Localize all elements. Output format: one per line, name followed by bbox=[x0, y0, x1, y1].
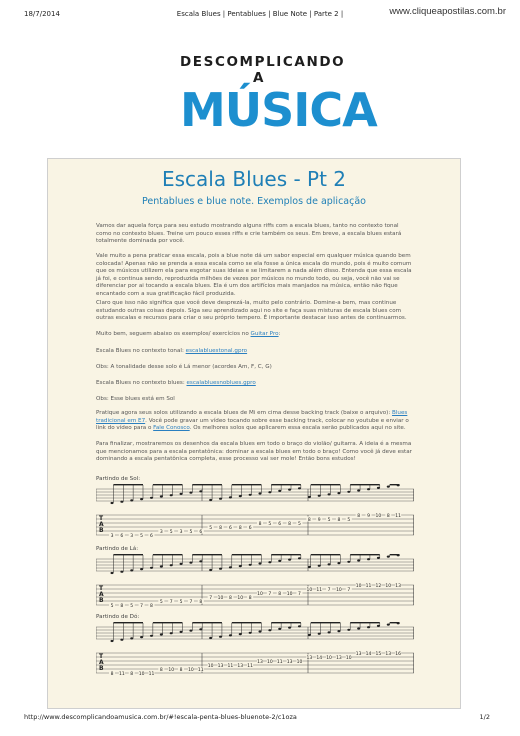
note-beam bbox=[232, 622, 262, 623]
paragraph-final: Para finalizar, mostraremos os desenhos da escala blues em todo o braço do violão/ guitarra. A ideia é a mesma que mencionamos para a escala pentatônica: dominar a escala blues em todo o braço! Como você já deve estar dominando a escala pentatônica completa, esse processo vai ser mole! Então bons estudos! bbox=[96, 441, 412, 463]
fret-number: 11 bbox=[365, 584, 372, 589]
note-head bbox=[140, 498, 143, 500]
fret-number: 11 bbox=[316, 588, 323, 593]
blues-text: Escala Blues no contexto blues: bbox=[96, 380, 187, 386]
note-head bbox=[387, 624, 390, 626]
fret-number: 8 bbox=[120, 604, 124, 609]
note-beam bbox=[192, 622, 222, 623]
fret-number: 13 bbox=[336, 656, 342, 661]
fret-number: 13 bbox=[257, 660, 263, 665]
tab-label-do: Partindo de Dó: bbox=[96, 614, 140, 620]
paragraph-intro: Vamos dar aquela força para seu estudo mostrando alguns riffs com a escala blues, tanto no contexto tonal como no contexto blues. Treine um pouco esses riffs e crie também os seus. Em breve, a escala blues estará totalmente dominada por você. bbox=[96, 223, 402, 245]
print-page-number: 1/2 bbox=[479, 713, 490, 721]
tab-clef-letter: T bbox=[99, 585, 104, 592]
note-beam bbox=[153, 554, 183, 555]
fret-number: 8 bbox=[179, 668, 183, 673]
fret-number: 8 bbox=[258, 522, 262, 527]
logo-main-text: MÚSICA bbox=[180, 83, 377, 137]
fret-number: 10 bbox=[286, 592, 293, 597]
fret-number: 3 bbox=[179, 530, 183, 535]
note-head bbox=[337, 562, 340, 564]
note-beam bbox=[271, 554, 301, 555]
note-head bbox=[387, 556, 390, 558]
fret-number: 11 bbox=[395, 514, 402, 519]
examples-text: Muito bem, seguem abaixo os exemplos/ exercícios no bbox=[96, 331, 251, 337]
paragraph-tonal bbox=[96, 348, 414, 356]
fret-number: 14 bbox=[365, 652, 372, 657]
note-head bbox=[249, 564, 252, 566]
note-beam bbox=[271, 484, 301, 485]
fret-number: 5 bbox=[298, 522, 301, 527]
note-head bbox=[268, 561, 271, 563]
fret-number: 7 bbox=[140, 604, 144, 609]
fret-number: 6 bbox=[228, 526, 232, 531]
fret-number: 10 bbox=[257, 592, 263, 597]
fret-number: 9 bbox=[367, 514, 370, 519]
tab-label-la: Partindo de Lá: bbox=[96, 546, 139, 552]
note-beam bbox=[350, 554, 380, 555]
fret-number: 3 bbox=[130, 534, 134, 539]
tablature-la bbox=[96, 553, 414, 617]
paragraph-tonal-note: Obs: A tonalidade desse solo é Lá menor (acordes Am, F, C, G) bbox=[96, 364, 272, 370]
fret-number: 10 bbox=[345, 656, 352, 661]
note-head bbox=[259, 562, 262, 564]
note-head bbox=[170, 494, 173, 496]
note-head bbox=[377, 487, 380, 489]
fret-number: 7 bbox=[298, 592, 301, 597]
note-beam bbox=[350, 484, 380, 485]
note-head bbox=[377, 557, 380, 559]
fret-number: 5 bbox=[179, 600, 183, 605]
fret-number: 7 bbox=[327, 588, 331, 593]
fret-number: 13 bbox=[286, 660, 293, 665]
note-beam bbox=[390, 484, 400, 485]
backing-text-mid: . Você pode gravar um vídeo tocando sobre esse backing track, colocar no youtube e enviar o link do vídeo para o bbox=[96, 417, 409, 432]
fret-number: 5 bbox=[347, 518, 351, 523]
fret-number: 6 bbox=[199, 530, 203, 535]
note-head bbox=[130, 569, 133, 571]
note-head bbox=[367, 488, 370, 490]
fret-number: 8 bbox=[357, 514, 361, 519]
note-head bbox=[219, 498, 222, 500]
note-head bbox=[189, 630, 192, 632]
fret-number: 8 bbox=[199, 600, 203, 605]
note-head bbox=[318, 495, 321, 497]
note-beam bbox=[390, 554, 400, 555]
note-head bbox=[160, 495, 163, 497]
logo-top-text: DESCOMPLICANDO A bbox=[180, 54, 346, 86]
note-head bbox=[308, 496, 311, 498]
note-head bbox=[180, 563, 183, 565]
note-head bbox=[180, 631, 183, 633]
note-head bbox=[130, 637, 133, 639]
tab-clef-letter: B bbox=[99, 665, 104, 672]
fret-number: 6 bbox=[248, 526, 252, 531]
fret-number: 5 bbox=[268, 522, 272, 527]
article-frame bbox=[47, 158, 461, 709]
note-head bbox=[298, 557, 301, 559]
fret-number: 5 bbox=[110, 604, 114, 609]
fret-number: 7 bbox=[209, 596, 213, 601]
note-head bbox=[229, 496, 232, 498]
fret-number: 11 bbox=[118, 672, 125, 677]
note-head bbox=[140, 568, 143, 570]
tab-clef-letter: A bbox=[99, 591, 104, 598]
fret-number: 6 bbox=[278, 522, 282, 527]
note-head bbox=[199, 560, 202, 562]
fret-number: 7 bbox=[189, 600, 193, 605]
note-head bbox=[150, 497, 153, 499]
note-beam bbox=[350, 622, 380, 623]
fret-number: 10 bbox=[326, 656, 332, 661]
note-head bbox=[150, 635, 153, 637]
note-beam bbox=[311, 554, 341, 555]
note-head bbox=[120, 571, 123, 573]
note-head bbox=[249, 632, 252, 634]
fret-number: 5 bbox=[159, 600, 163, 605]
note-head bbox=[337, 492, 340, 494]
note-head bbox=[111, 640, 114, 642]
fret-number: 13 bbox=[385, 652, 392, 657]
fret-number: 10 bbox=[336, 588, 342, 593]
note-head bbox=[160, 633, 163, 635]
note-head bbox=[288, 489, 291, 491]
site-logo[interactable] bbox=[180, 54, 377, 137]
note-head bbox=[308, 634, 311, 636]
tab-clef-letter: T bbox=[99, 653, 104, 660]
fret-number: 10 bbox=[138, 672, 145, 677]
paragraph-backing-track bbox=[96, 410, 414, 433]
note-head bbox=[259, 492, 262, 494]
note-head bbox=[278, 628, 281, 630]
note-head bbox=[288, 559, 291, 561]
note-head bbox=[111, 502, 114, 504]
fret-number: 5 bbox=[327, 518, 331, 523]
note-head bbox=[209, 499, 212, 501]
fret-number: 11 bbox=[276, 660, 283, 665]
backing-text-end: . Os melhores solos que aplicarem essa escala serão publicados aqui no site. bbox=[189, 425, 406, 432]
note-head bbox=[357, 559, 360, 561]
note-head bbox=[377, 625, 380, 627]
note-head bbox=[347, 629, 350, 631]
print-page-title: Escala Blues | Pentablues | Blue Note | Parte 2 | bbox=[176, 10, 344, 18]
note-head bbox=[229, 634, 232, 636]
tab-clef-letter: B bbox=[99, 527, 104, 534]
note-head bbox=[298, 487, 301, 489]
fret-number: 5 bbox=[140, 534, 144, 539]
note-head bbox=[111, 572, 114, 574]
paragraph-blues bbox=[96, 380, 414, 388]
fret-number: 13 bbox=[237, 664, 244, 669]
note-head bbox=[170, 564, 173, 566]
fret-number: 10 bbox=[188, 668, 194, 673]
fret-number: 8 bbox=[159, 668, 163, 673]
fret-number: 5 bbox=[189, 530, 193, 535]
fret-number: 3 bbox=[110, 534, 114, 539]
fret-number: 14 bbox=[316, 656, 323, 661]
fret-number: 8 bbox=[150, 604, 153, 609]
note-beam bbox=[232, 554, 262, 555]
note-head bbox=[189, 492, 192, 494]
fret-number: 11 bbox=[148, 672, 155, 677]
note-head bbox=[120, 639, 123, 641]
note-beam bbox=[113, 484, 143, 485]
note-beam bbox=[113, 554, 143, 555]
note-head bbox=[357, 627, 360, 629]
note-head bbox=[120, 501, 123, 503]
guitar-pro-link[interactable]: Guitar Pro bbox=[250, 331, 279, 337]
fret-number: 5 bbox=[130, 604, 134, 609]
note-head bbox=[328, 631, 331, 633]
tablature-sol bbox=[96, 483, 414, 547]
paragraph-practice: Vale muito a pena praticar essa escala, pois a blue note dá um sabor especial em qualquer música quando bem colocada! Apenas não se prenda a essa escala como se ela fosse a única escala do mundo, pois é muito comum que os músicos utilizem ela para esgotar suas ideias e se limitarem a nada além disso. Entenda que essa escala já foi, e continua sendo, reproduzida milhões de vezes por músicos no mundo todo, ou seja, você não vai se diferenciar por ai tocando a escala blues. Ela é um dos artifícios mais manjados na música, então não fique encantado com a sua gratificação fácil produzida. bbox=[96, 253, 412, 297]
note-head bbox=[318, 633, 321, 635]
fret-number: 16 bbox=[395, 652, 402, 657]
fret-number: 8 bbox=[248, 596, 252, 601]
note-head bbox=[239, 565, 242, 567]
note-head bbox=[357, 489, 360, 491]
fret-number: 6 bbox=[150, 534, 153, 539]
note-head bbox=[239, 633, 242, 635]
note-beam bbox=[271, 622, 301, 623]
tab-clef-letter: A bbox=[99, 659, 104, 666]
fret-number: 10 bbox=[296, 660, 303, 665]
note-head bbox=[199, 490, 202, 492]
note-head bbox=[140, 636, 143, 638]
print-footer-url: http://www.descomplicandoamusica.com.br/#!escala-penta-blues-bluenote-2/c1oza bbox=[24, 713, 297, 721]
fret-number: 6 bbox=[120, 534, 124, 539]
note-head bbox=[367, 626, 370, 628]
note-head bbox=[150, 567, 153, 569]
note-head bbox=[170, 632, 173, 634]
fret-number: 3 bbox=[159, 530, 163, 535]
note-head bbox=[278, 560, 281, 562]
examples-colon: : bbox=[278, 331, 281, 337]
fret-number: 10 bbox=[385, 584, 392, 589]
fret-number: 5 bbox=[169, 530, 173, 535]
note-head bbox=[288, 627, 291, 629]
note-beam bbox=[192, 484, 222, 485]
fret-number: 10 bbox=[266, 660, 273, 665]
note-beam bbox=[153, 484, 183, 485]
note-head bbox=[298, 625, 301, 627]
note-head bbox=[219, 568, 222, 570]
fret-number: 8 bbox=[278, 592, 282, 597]
fret-number: 10 bbox=[168, 668, 175, 673]
note-head bbox=[229, 566, 232, 568]
note-head bbox=[259, 630, 262, 632]
fret-number: 13 bbox=[355, 652, 362, 657]
fret-number: 13 bbox=[306, 656, 313, 661]
paragraph-blues-note: Obs: Esse blues está em Sol bbox=[96, 396, 175, 402]
fret-number: 13 bbox=[395, 584, 402, 589]
fret-number: 10 bbox=[355, 584, 362, 589]
fret-number: 10 bbox=[217, 596, 224, 601]
tab-clef-letter: B bbox=[99, 597, 104, 604]
note-head bbox=[249, 494, 252, 496]
note-head bbox=[239, 495, 242, 497]
fret-number: 12 bbox=[375, 584, 382, 589]
tonal-text: Escala Blues no contexto tonal: bbox=[96, 348, 186, 354]
note-beam bbox=[153, 622, 183, 623]
fret-number: 8 bbox=[288, 522, 292, 527]
note-head bbox=[189, 562, 192, 564]
fret-number: 13 bbox=[217, 664, 224, 669]
note-head bbox=[180, 493, 183, 495]
note-head bbox=[367, 558, 370, 560]
fret-number: 10 bbox=[237, 596, 244, 601]
tablature-do bbox=[96, 621, 414, 685]
fret-number: 8 bbox=[307, 518, 311, 523]
print-date: 18/7/2014 bbox=[24, 10, 60, 18]
note-head bbox=[219, 636, 222, 638]
fret-number: 8 bbox=[110, 672, 114, 677]
watermark-site: www.cliqueapostilas.com.br bbox=[389, 6, 506, 17]
blues-file-link[interactable]: escalabluesnoblues.gpro bbox=[186, 380, 256, 386]
tonal-file-link[interactable]: escalabluestonal.gpro bbox=[185, 348, 248, 354]
note-head bbox=[209, 569, 212, 571]
note-head bbox=[160, 565, 163, 567]
paragraph-examples bbox=[96, 331, 414, 339]
fret-number: 8 bbox=[238, 526, 242, 531]
note-head bbox=[308, 566, 311, 568]
fret-number: 7 bbox=[347, 588, 351, 593]
note-head bbox=[328, 493, 331, 495]
fret-number: 8 bbox=[219, 526, 222, 531]
contact-link[interactable]: Fale Conosco bbox=[153, 425, 190, 432]
fret-number: 8 bbox=[386, 514, 390, 519]
note-head bbox=[130, 499, 133, 501]
fret-number: 8 bbox=[228, 596, 232, 601]
note-head bbox=[347, 561, 350, 563]
fret-number: 10 bbox=[207, 664, 214, 669]
note-head bbox=[318, 565, 321, 567]
article-subtitle: Pentablues e blue note. Exemplos de aplicação bbox=[142, 196, 366, 207]
note-beam bbox=[192, 554, 222, 555]
fret-number: 10 bbox=[375, 514, 382, 519]
note-head bbox=[347, 491, 350, 493]
fret-number: 5 bbox=[209, 526, 213, 531]
fret-number: 7 bbox=[169, 600, 173, 605]
fret-number: 11 bbox=[227, 664, 234, 669]
note-head bbox=[209, 637, 212, 639]
note-beam bbox=[232, 484, 262, 485]
note-head bbox=[387, 486, 390, 488]
paragraph-advice: Claro que isso não significa que você deve desprezá-la, muito pelo contrário. Domine-a bem, mas continue estudando outras coisas depois. Siga seu aprendizado aqui no site e faça suas misturas de escala blues com outras escalas e recursos para criar o seu próprio tempero. É importante destacar isso antes de continuarmos. bbox=[96, 300, 407, 322]
note-head bbox=[328, 563, 331, 565]
fret-number: 15 bbox=[375, 652, 382, 657]
note-head bbox=[199, 628, 202, 630]
note-head bbox=[268, 491, 271, 493]
article-title: Escala Blues - Pt 2 bbox=[161, 167, 347, 191]
tab-clef-letter: T bbox=[99, 515, 104, 522]
tab-clef-letter: A bbox=[99, 521, 104, 528]
note-beam bbox=[390, 622, 400, 623]
note-head bbox=[278, 490, 281, 492]
note-beam bbox=[113, 622, 143, 623]
fret-number: 11 bbox=[247, 664, 254, 669]
fret-number: 8 bbox=[130, 672, 134, 677]
note-head bbox=[268, 629, 271, 631]
fret-number: 9 bbox=[317, 518, 321, 523]
fret-number: 10 bbox=[306, 588, 313, 593]
note-head bbox=[337, 630, 340, 632]
note-beam bbox=[311, 622, 341, 623]
backing-text-start: Pratique agora seus solos utilizando a escala blues de Mi em cima desse backing track (baixe o arquivo): bbox=[96, 410, 393, 416]
fret-number: 7 bbox=[268, 592, 272, 597]
tab-label-sol: Partindo de Sol: bbox=[96, 476, 141, 482]
fret-number: 11 bbox=[197, 668, 204, 673]
note-beam bbox=[311, 484, 341, 485]
backing-track-link[interactable]: Blues tradicional em E7 bbox=[96, 410, 408, 424]
fret-number: 8 bbox=[337, 518, 341, 523]
